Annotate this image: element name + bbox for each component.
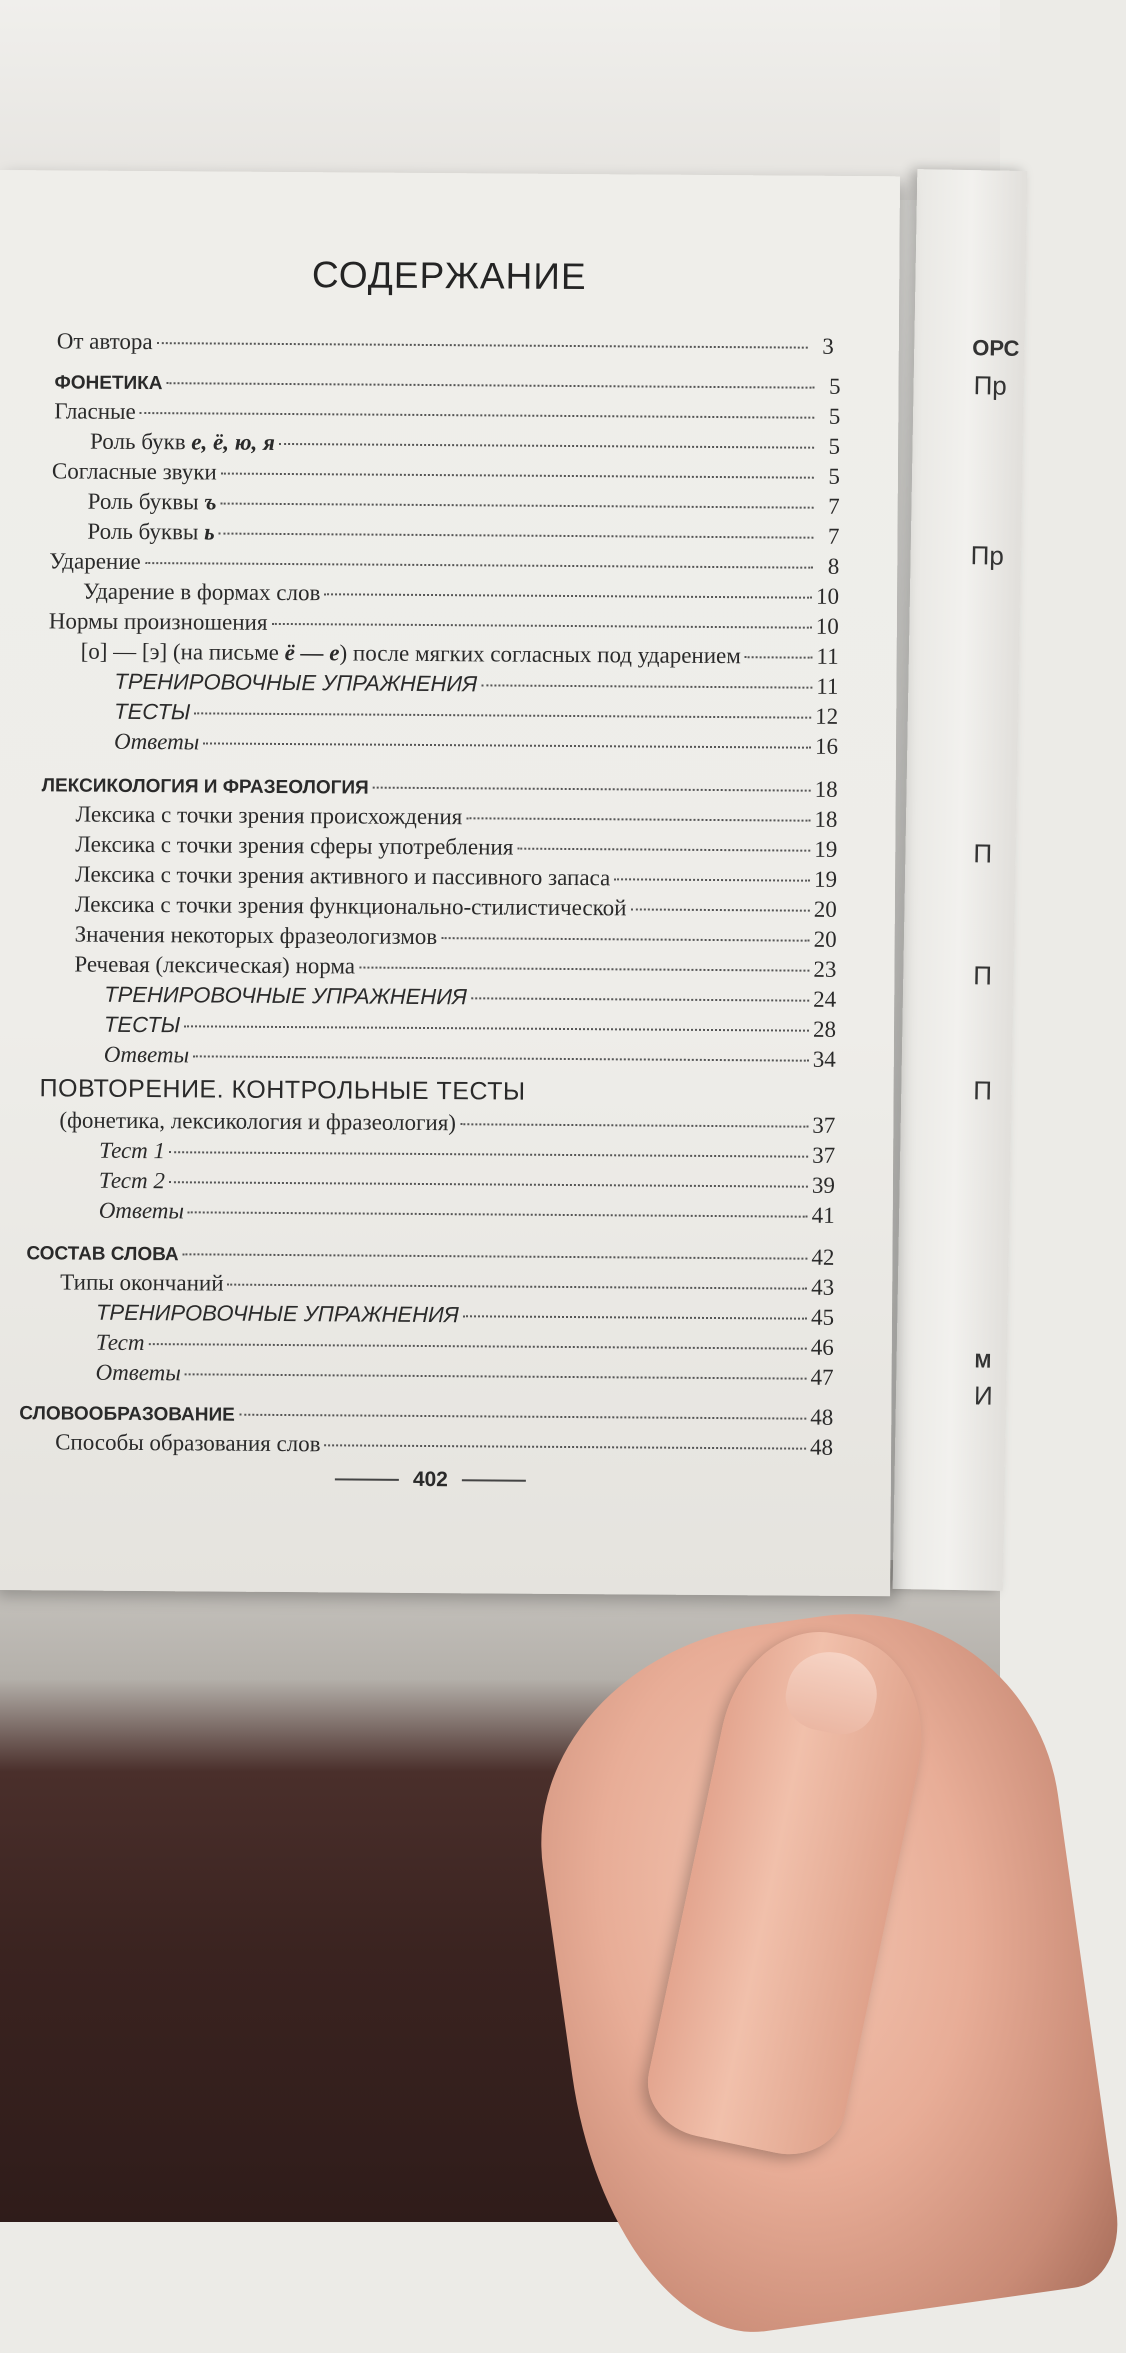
page-number: 402: [412, 1467, 448, 1492]
toc-leader: [183, 1253, 808, 1259]
adjacent-page-fragment: Пр: [970, 540, 1005, 571]
footer-rule: [335, 1478, 399, 1480]
toc-row: [75, 861, 837, 894]
toc-leader: [188, 1211, 808, 1217]
toc-label: Гласные: [54, 398, 136, 424]
toc-leader: [481, 684, 812, 688]
toc-leader: [166, 382, 814, 389]
toc-label: Тест 2: [98, 1167, 165, 1194]
adjacent-page-fragment: ОРС: [972, 335, 1020, 361]
toc-label: СЛОВООБРАЗОВАНИЕ: [19, 1403, 235, 1426]
toc-leader: [148, 1343, 806, 1350]
toc-page: 19: [814, 836, 838, 862]
toc-row: [54, 397, 840, 430]
toc-row: [99, 1197, 835, 1230]
adjacent-page: [893, 169, 1028, 1591]
toc-leader: [193, 1055, 809, 1061]
toc-row: [49, 607, 839, 641]
toc-label-emphasis: е, ё, ю, я: [191, 429, 276, 455]
toc-leader: [630, 908, 809, 911]
toc-leader: [460, 1123, 808, 1127]
toc-leader: [471, 997, 809, 1001]
toc-page: 46: [810, 1334, 834, 1360]
toc-leader: [169, 1181, 808, 1187]
toc-page: 43: [811, 1274, 835, 1300]
toc-row: [87, 518, 839, 551]
toc-page: 48: [810, 1434, 834, 1460]
adjacent-page-fragment: П: [973, 960, 993, 991]
toc-label-emphasis: ъ: [204, 489, 217, 515]
toc-row: [75, 891, 837, 924]
toc-label: ФОНЕТИКА: [54, 372, 163, 395]
toc-page: 23: [813, 956, 837, 982]
toc-row: [75, 921, 837, 954]
toc-label: Ударение в формах слов: [82, 578, 321, 606]
toc-label: ТЕСТЫ: [103, 1011, 181, 1038]
toc-leader: [219, 533, 814, 539]
toc-leader: [517, 848, 810, 852]
toc-label: Тест: [95, 1329, 145, 1356]
toc-leader: [279, 443, 814, 449]
toc-label: [о] — [э] (на письме ё — е) после мягких согласных под ударением: [80, 638, 741, 669]
toc-leader: [466, 817, 810, 821]
toc-leader: [194, 712, 811, 718]
toc-page: 5: [828, 403, 841, 429]
toc-leader: [203, 742, 811, 748]
toc-leader: [324, 593, 812, 598]
toc-label: Тест 1: [99, 1137, 166, 1164]
toc-leader: [220, 503, 813, 509]
toc-row: [49, 547, 839, 581]
toc-label: Роль буквы ъ: [87, 488, 217, 515]
adjacent-page-fragment: Пр: [973, 370, 1008, 401]
toc-row: [99, 1137, 835, 1170]
toc-row: [104, 1041, 836, 1074]
toc-page: 5: [828, 463, 840, 489]
toc-leader: [441, 937, 809, 942]
toc-label: ТРЕНИРОВОЧНЫЕ УПРАЖНЕНИЯ: [114, 668, 478, 697]
adjacent-page-fragment: И: [973, 1380, 993, 1411]
toc-leader: [463, 1315, 807, 1319]
toc-row: [99, 1167, 835, 1200]
adjacent-page-fragment: М: [974, 1350, 992, 1373]
toc-page: 3: [822, 333, 834, 359]
toc-page: 5: [828, 373, 841, 399]
toc-page: 12: [815, 703, 839, 729]
toc-leader: [271, 623, 811, 629]
toc-label: Ответы: [103, 1041, 190, 1068]
toc-page: 34: [812, 1046, 836, 1072]
toc-label: Ударение: [49, 548, 141, 574]
toc-leader: [359, 967, 809, 972]
toc-row: [52, 457, 840, 491]
toc-page: 20: [813, 926, 837, 952]
adjacent-page-fragment: П: [973, 838, 993, 869]
toc-label: ЛЕКСИКОЛОГИЯ И ФРАЗЕОЛОГИЯ: [41, 775, 369, 799]
toc-page: 11: [816, 673, 839, 699]
adjacent-page-fragment: П: [973, 1075, 993, 1106]
toc-label: Способы образования слов: [55, 1429, 321, 1457]
toc-label: Ответы: [98, 1197, 185, 1224]
toc-row: [39, 1074, 835, 1108]
page-footer: [321, 1467, 540, 1493]
toc-page: 18: [814, 806, 838, 832]
toc-row: [59, 1106, 835, 1139]
toc-row: [88, 488, 840, 521]
toc-leader: [239, 1414, 806, 1420]
toc-label: ТРЕНИРОВОЧНЫЕ УПРАЖНЕНИЯ: [95, 1299, 459, 1328]
toc-row: [90, 428, 840, 461]
toc-page: 16: [814, 733, 839, 759]
book-page: [0, 170, 900, 1596]
toc-label: (фонетика, лексикология и фразеология): [59, 1107, 457, 1136]
toc-leader: [184, 1025, 809, 1031]
toc-label: СОСТАВ СЛОВА: [26, 1243, 179, 1266]
toc-leader: [325, 1444, 807, 1449]
toc-label: Значения некоторых фразеологизмов: [74, 921, 438, 950]
toc-row: [83, 578, 839, 611]
toc-leader: [221, 473, 814, 479]
toc-label: Типы окончаний: [60, 1269, 224, 1296]
toc-label: Нормы произношения: [48, 608, 268, 635]
toc-label: Лексика с точки зрения активного и пассивного запаса: [74, 861, 611, 891]
toc-page: 10: [815, 613, 839, 639]
toc-row: [104, 1011, 836, 1044]
toc-label: ПОВТОРЕНИЕ. КОНТРОЛЬНЫЕ ТЕСТЫ: [39, 1074, 526, 1106]
toc-row: [114, 698, 838, 731]
toc-page: 7: [827, 523, 840, 549]
toc-label: Лексика с точки зрения функционально-стилистической: [74, 891, 627, 921]
toc-label: ТЕСТЫ: [114, 698, 191, 725]
toc-label-emphasis: ё — е: [284, 639, 340, 666]
toc-row: [57, 327, 834, 360]
toc-page: 42: [811, 1244, 835, 1270]
toc-page: 39: [811, 1172, 836, 1198]
toc-row: [74, 951, 836, 984]
toc-label: Речевая (лексическая) норма: [74, 951, 356, 979]
toc-leader: [169, 1151, 808, 1157]
toc-label: Роль буквы ь: [87, 518, 215, 545]
toc-page: 45: [810, 1304, 835, 1330]
background-wall: [0, 0, 1000, 200]
toc-label: Лексика с точки зрения сферы употребления: [75, 831, 514, 860]
toc-label: ТРЕНИРОВОЧНЫЕ УПРАЖНЕНИЯ: [104, 981, 468, 1010]
toc-page: 20: [813, 896, 837, 922]
toc-row: [104, 981, 836, 1014]
toc-leader: [228, 1284, 808, 1290]
toc-page: 8: [827, 553, 840, 579]
toc-label: От автора: [56, 328, 153, 355]
toc-label: Ответы: [113, 728, 200, 755]
toc-page: 37: [812, 1142, 836, 1168]
toc-page: 5: [828, 433, 841, 459]
toc-row: [96, 1329, 834, 1362]
toc-page: 19: [813, 866, 838, 892]
toc-row: [96, 1299, 834, 1332]
toc-page: 48: [810, 1404, 834, 1430]
toc-row: [114, 668, 838, 701]
toc-page: 18: [814, 776, 838, 802]
toc-page: 41: [811, 1202, 835, 1228]
toc-row: [81, 638, 839, 671]
toc-leader: [373, 787, 811, 792]
toc-label-emphasis: ь: [204, 519, 215, 545]
toc-leader: [157, 342, 808, 349]
toc-label: Лексика с точки зрения происхождения: [75, 801, 463, 830]
toc-page: 37: [812, 1112, 836, 1138]
footer-rule: [462, 1479, 526, 1481]
toc-label: Ответы: [95, 1359, 181, 1386]
toc-page: 28: [812, 1016, 837, 1042]
page-title: СОДЕРЖАНИЕ: [311, 254, 587, 298]
toc-row: [60, 1268, 834, 1301]
toc-row: [96, 1359, 834, 1392]
toc-page: 11: [816, 643, 839, 669]
toc-page: 24: [813, 986, 837, 1012]
toc-row: [75, 831, 837, 864]
toc-leader: [745, 656, 813, 658]
toc-label: Роль букв е, ё, ю, я: [90, 428, 276, 455]
toc-leader: [185, 1373, 807, 1379]
toc-row: [55, 1428, 833, 1461]
toc-page: 47: [810, 1364, 834, 1390]
toc-label: Согласные звуки: [51, 458, 217, 485]
toc-page: 7: [828, 493, 840, 519]
toc-leader: [145, 562, 813, 569]
toc-leader: [614, 878, 810, 881]
toc-row: [75, 801, 837, 834]
toc-row: [114, 728, 838, 761]
toc-page: 10: [815, 583, 840, 609]
toc-leader: [140, 412, 815, 419]
